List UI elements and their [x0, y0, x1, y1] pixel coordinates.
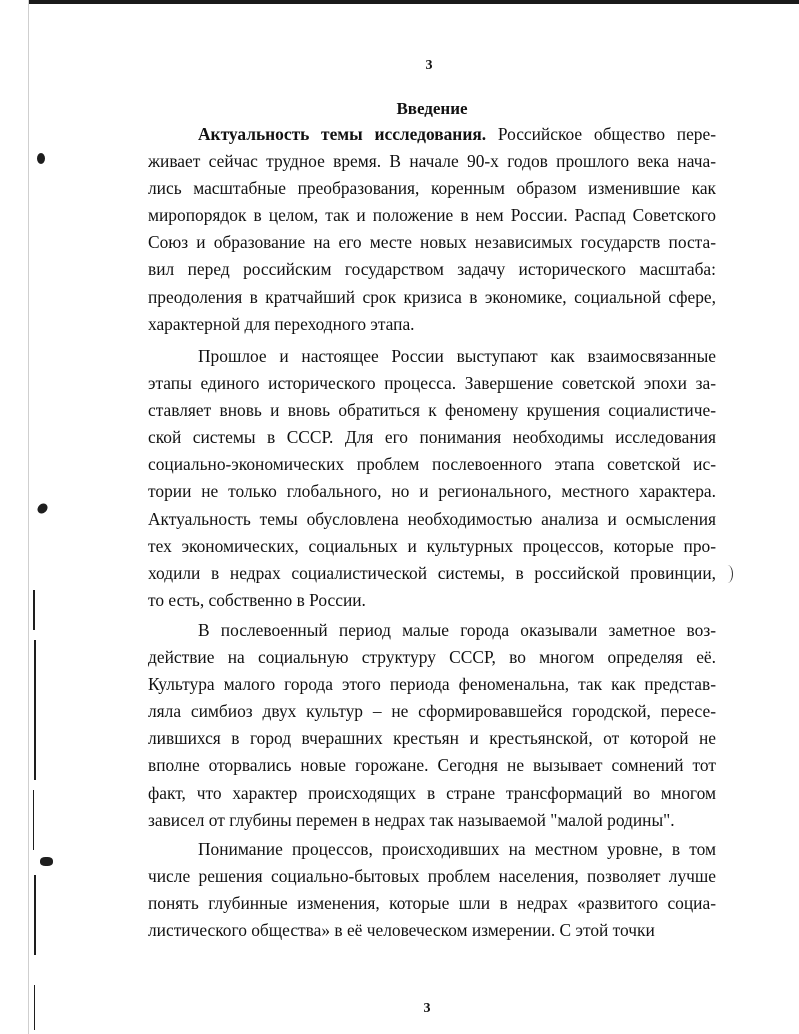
- text-line: числе решения социально-бытовых проблем населения, позволяет лучше: [148, 866, 716, 887]
- scan-line: [33, 590, 35, 630]
- lead-rest: Российское общество пере-: [486, 124, 716, 144]
- text-line: Прошлое и настоящее России выступают как взаимосвязанные: [198, 346, 716, 366]
- scan-dot: [35, 501, 49, 515]
- text-line: ской системы в СССР. Для его понимания необходимы исследования: [148, 427, 716, 448]
- text-line: преодоления в кратчайший срок кризиса в экономике, социальной сфере,: [148, 286, 716, 307]
- text-line: миропорядок в целом, так и положение в нем России. Распад Советского: [148, 205, 716, 226]
- section-heading: Введение: [396, 99, 468, 118]
- text-line: Культура малого города этого периода феноменальна, так как представ-: [148, 674, 716, 695]
- text-line: [148, 121, 716, 148]
- text-line: ходили в недрах социалистической системы, в российской провинции,: [148, 562, 716, 583]
- text-line: характерной для переходного этапа.: [148, 313, 415, 334]
- scan-line: [34, 875, 36, 955]
- text-line: социально-экономических проблем послевоенного этапа советской ис-: [148, 454, 716, 475]
- text-line: ляла симбиоз двух культур – не сформировавшейся городской, пересе-: [148, 701, 716, 722]
- paragraph-3: [148, 617, 716, 834]
- scan-blot: [40, 857, 53, 866]
- text-line: Понимание процессов, происходивших на местном уровне, в том: [198, 839, 716, 859]
- text-line: вил перед российским государством задачу исторического масштаба:: [148, 259, 716, 280]
- page-number-bottom: 3: [423, 1001, 431, 1016]
- text-line: Союз и образование на его месте новых независимых государств поста-: [148, 232, 716, 253]
- scan-left-border: [28, 0, 29, 1034]
- text-line: В послевоенный период малые города оказывали заметное воз-: [198, 620, 716, 640]
- text-line: ставляет вновь и вновь обратиться к феномену крушения социалистиче-: [148, 400, 716, 421]
- text-line: этапы единого исторического процесса. Завершение советской эпохи за-: [148, 373, 716, 394]
- paragraph-4: [148, 836, 716, 944]
- text-line: тории не только глобального, но и регионального, местного характера.: [148, 481, 716, 502]
- pencil-mark: [722, 565, 733, 583]
- text-line: листического общества» в её человеческом измерении. С этой точки: [148, 920, 655, 941]
- text-line: действие на социальную структуру СССР, во многом определяя её.: [148, 647, 716, 668]
- paragraph-2: [148, 343, 716, 614]
- scan-line: [34, 640, 36, 780]
- text-line: Актуальность темы обусловлена необходимостью анализа и осмысления: [148, 508, 716, 529]
- page-number-top: 3: [425, 58, 433, 73]
- text-line: тех экономических, социальных и культурных процессов, которые про-: [148, 535, 716, 556]
- scan-line: [33, 790, 34, 850]
- text-line: лившихся в город вчерашних крестьян и крестьянской, от которой не: [148, 728, 716, 749]
- scan-dot: [37, 153, 45, 164]
- text-line: то есть, собственно в России.: [148, 589, 366, 610]
- scan-top-border: [28, 0, 799, 4]
- text-line: факт, что характер происходящих в стране трансформаций во многом: [148, 782, 716, 803]
- paragraph-1: [148, 121, 716, 338]
- scan-line: [34, 985, 35, 1030]
- text-line: лись масштабные преобразования, коренным образом изменившие как: [148, 178, 716, 199]
- text-line: вполне оторвались новые горожане. Сегодня не вызывает сомнений тот: [148, 755, 716, 776]
- lead-phrase: Актуальность темы исследования.: [198, 124, 487, 144]
- text-line: живает сейчас трудное время. В начале 90-х годов прошлого века нача-: [148, 151, 716, 172]
- text-line: зависел от глубины перемен в недрах так называемой "малой родины".: [148, 809, 675, 830]
- text-line: понять глубинные изменения, которые шли в недрах «развитого социа-: [148, 893, 716, 914]
